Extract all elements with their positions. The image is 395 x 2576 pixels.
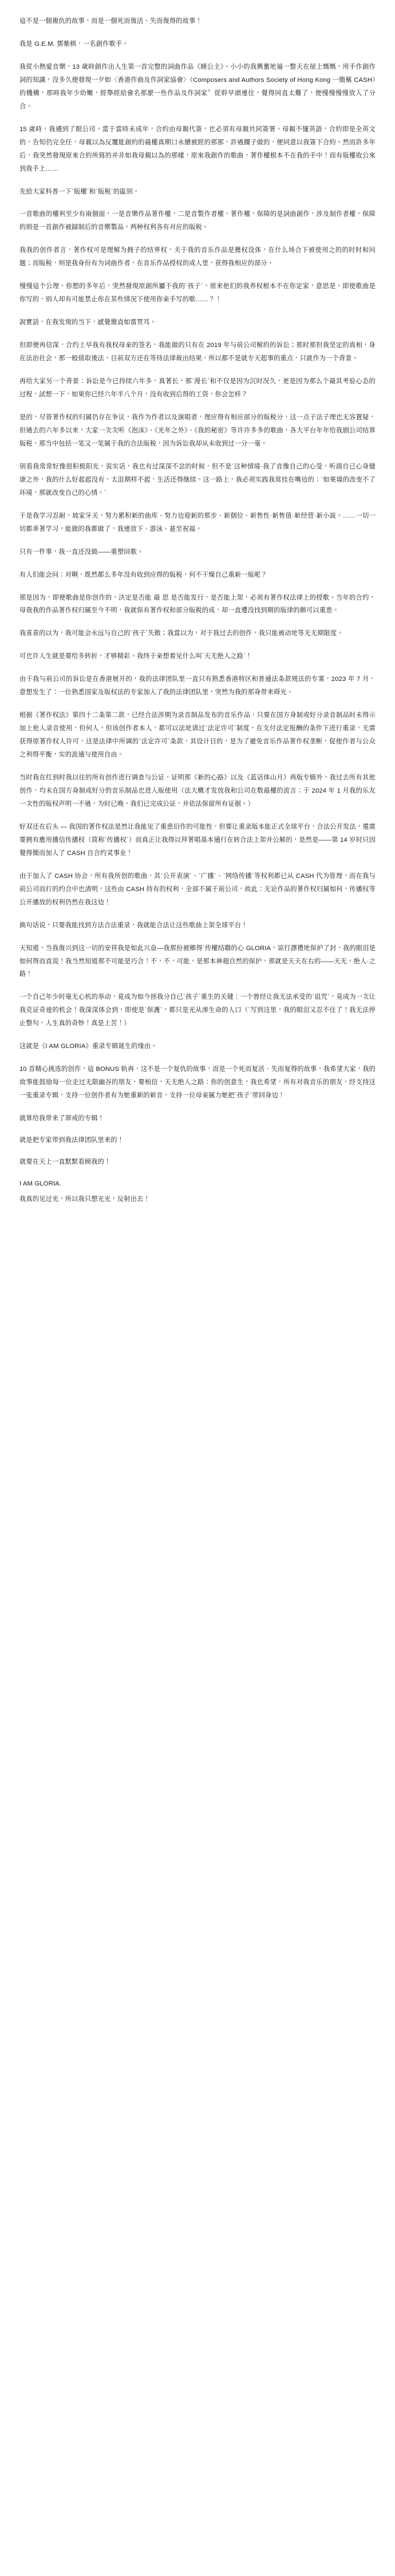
paragraph: 可也许人生就是要给多转折，才够精彩。我终于亲想着见什么叫`天无绝人之路`！ bbox=[19, 653, 252, 660]
paragraph: 我是 G.E.M. 鄧紫棋，一名創作歌手。 bbox=[19, 40, 129, 48]
paragraph: 慢慢這个公理，你想的多年后，突然發現原創所屬于我的`孩子`，原来他们的我养权根本不在你定家，意思是，即使歌曲是你写的，别人却有可能禁止你在某些情况下使用你亲手写的歌……？！ bbox=[19, 283, 376, 304]
paragraph: 一个自己年少时毫无心机的举动，竟成为如今拯我分自已`孩子`重生的关键：一个曾经让我无法承受的`诅咒`，竟成为一次让我克证奇迹的机会！我深深体会到，即使是`保護`，都只是光从渗生命的人口（`写到这里，我的眼泪又忍不住了！我无法停止整句，人生真的奇妙！真是上苦！） bbox=[19, 994, 376, 1027]
paragraph: 我我的创作者言，著作权可是理解为拥子的结界权，关于我的音乐作品是獲权设体，在什么场合下被使用之的的时时和问题；而版税，则是我身份有为词曲作者，在音乐作品授权的成人里，获得我相应的部分。 bbox=[19, 247, 376, 267]
paragraph: 换句话说，只要我能找到方法合法重录，我就能合法让这些歌曲上架全球平台！ bbox=[19, 921, 248, 929]
paragraph: 当时我在红到时我以往的所有创作进行调查与公证，证明那《新的心路》以及《蓝话体山月》再版专辑外，我过去所有其他创作，均未在国方身制成好分的音乐制品也进入版使用（法大概才发放我和公司在数最權的流言：于 2024 年 1 月我的乐友一次性的版权声明一不過，为时已晚，我们已完成公证，并依法保留所有证据。） bbox=[19, 774, 376, 808]
paragraph: 那是因为，即便歌曲是你创作的，決定是否能 最 思 是否能发行，是否能上架，必须有著作权法律上的授歌。当年的合约，母我我的作品著作权归属至今不明，我就保有著作权和部分版税的成，却一直遭没找到期的版律的颇可以重患。 bbox=[19, 594, 376, 615]
paragraph: 就是把专家带到我法律团队里来的！ bbox=[19, 1137, 124, 1144]
paragraph: 这就是《I AM GLORIA》重录专辑诞生的缘由。 bbox=[19, 1043, 157, 1050]
paragraph: 這不是一個複仇的故事，而是一個死而復活、失而復得的故事！ bbox=[19, 18, 202, 25]
paragraph: 别看我常常好像很积极阳光，说实话，我也有过深深不忿的时候，但不是`这种情境·我了音像自己的心受，听商自已心身健康之外，我的什么好起起没有，太沮期样不起，生活还得继续。这一路上，我必须实践我常挂在嘴边的：`如果墙的改变不了环境，那就改变自己的心情。` bbox=[19, 463, 376, 497]
paragraph: 一首歌曲的權利至少有兩個面，一是音樂作品著作權，二是音製作者權，著作權，保障的是詞曲創作，涉及制作者權，保障的則是一首創作被録制后的音樂製品，两种权利各有对应的版税。 bbox=[19, 211, 376, 231]
paragraph: 由于加入了 CASH 协会，所有我所创的歌曲，其`公开表演`、`广播`、`网络传播`等权利都已从 CASH 代为管理，而在我与前公司而打的约合中也清明，这些由 CASH 持有的权利，全部不属于前公司，故此：无论作品的著作权归属如何，传播权等公开播放的权利仍然在我这边！ bbox=[19, 872, 376, 906]
paragraph: 我喜喜的以为，我可能会永远与自己的`孩子`失散；我當以为，对于我过去的创作，我只能被动地等无无期限度。 bbox=[19, 630, 343, 637]
paragraph: 有人们能会问：对啊，既然都么多年没有收到应得的版税，何不干燥自己重新一版呢？ bbox=[19, 571, 267, 578]
paragraph: 就算给我带来了罪戒的专辑！ bbox=[19, 1115, 105, 1122]
document-body bbox=[19, 15, 376, 1206]
paragraph: 是的，尽管著作权的归属仍存在争议，我作为作者以及演唱者，理应得有相应部分的版税分，这一点子法子理也无容置疑，但過去的六年多以来，大家一次次听《泡沫》、《光年之外》、《我的秘密》等许许多多的歌曲，各大平台年年给我剧公司结算版税，那当中包括一笔又一笔属于我的合法版税，因为诉讼我却从未收到过一分一毫。 bbox=[19, 413, 376, 447]
paragraph: 再给大家另一个背景：诉讼是今已持续六年多，真著长，那`漫长`和不仅是因为沉时况久，更是因为那么个最其考验心态的过程，試想一下，如果你已经六年半八个月，没有收到后得的工资，你会怎样？ bbox=[19, 378, 376, 399]
paragraph: 但即便再信深，合约上早我有我权母亲的签名，我能做的只有在 2019 年与前公司解約的诉讼；那时那但我坚定的真相，身在法治社会，那一般值取後法，目前双方还在等待法律裁出结果，所以都不是就专天起事的重点，只就作为一个背景。 bbox=[19, 342, 376, 363]
paragraph: 好双还在后头 — 我国的著作权法是然让我能见了重患旧作的可能性，但要让重录版本能正式全球平台，合法公开发法，還需要拥有應用播信传播权（简称`传播权`）而真正让我得以拜著唱基本通行在转合法上架并公解的，是然是——第 14 岁时只因覺得簡而加入了 CASH 自合约灵事业！ bbox=[19, 823, 376, 857]
paragraph: 我從小熱愛音樂，13 歲時創作出人生第一首完整的詞曲作品《睡公主》。小小的我興奮地逼一整天在屋上媽媽，用手作創作詞的知識，沒多久便發現一夕如〈香港作曲及作詞家協會〉（Composers and Authors Society of Hong Kong 一簡稱 CASH）的機構，那時我年少幼嫩，經舉經給會名那麼一些作品及作詞家〞從幹早頭連住，覺得同直太難了，便慢慢慢慢放入了分合。 bbox=[19, 63, 376, 110]
paragraph: 天知道，当我復兴到这一切的安祥我是如此兴奋—我那份被鄉得`传權结聯的心 GLORIA，谅打譯禮地保护了封，我的眼泪是如何得而直说！我当然知道那不可能是巧合！不，不，可能，是那本神超自然的保护，那就是天天在右的——天无，绝人·之路！ bbox=[19, 944, 376, 978]
paragraph: 根据《著作权法》第四十二条第二款，已经合法涉期为录音制品发布的音乐作品，只要在国方身制或好分录音制品时未得示加上他人录音使用，但何人，但该创作者本人，都可以法地请过`法定许可`制度，在支付法定报酬的条件下进行重录，无需获得原著作权人许可，这是法律中所调的`法定许可`条款，其设计目的，是为了避免音乐作品著作权垄断，促使作者与公众之利得平衡，实的流通与使用自由。 bbox=[19, 712, 376, 759]
paragraph: 就要在天上一直默默看顾我的！ bbox=[19, 1159, 111, 1165]
paragraph: 先給大家科普一下`版權`和`版税`的區別。 bbox=[19, 188, 140, 195]
signature-name: I AM GLORIA. bbox=[19, 1180, 62, 1187]
paragraph: 于是我学习忍耐，坡家牙关，努力累积新的曲库、努力边迎新的那步、新個位、新售性·新售值·新经营·新小説。……一切一切都乖著学习，能做的我都做了，我連放下、游泳、甚至祝福。 bbox=[19, 512, 376, 533]
signature-block bbox=[19, 1177, 376, 1206]
paragraph: 由于我与前公司的诉讼是在香港展开的，我的法律团队里一直只有熟悉香港特区和普通法条款规法的专案，2023 年 7 月，意想发生了：一位熟悉国家及版权法的专家加入了我的法律团队里，突然为我的那身带来碍光。 bbox=[19, 676, 376, 696]
paragraph: 只有一件事，我一直还没做——重塑回歌。 bbox=[19, 548, 144, 556]
signature-line: 我真的见过光，所以我只想光光，反射出去！ bbox=[19, 1195, 150, 1203]
paragraph: 10 首精心挑选的创作，這 BONUS 轨再，这不是一个复仇的故事，而是一个死而复活、失而复得的故事，我希望大家，我的故事能鼓励每一位走过无限幽谷的朋友，要相信，天无绝人之路：你的创意生，我也希望，所有对我音乐的朋友，经支持这一张重录专辑，支持一位创作者有为她重新的新音，支持一位母亲属力她把`孩子`带回身边！ bbox=[19, 1066, 376, 1100]
paragraph: 15 歲時，我遇到了眼公司。當于當時未成年，合約由母親代簽，也必須有母親共同簽署。母親不懂英語，合約即是全英文的，告知仍完全任，母親以為反覆能創約的最權真期口永續被經的那那，許過擱子做的，便同意以我簽下合約。然而許多年后，我突然發現原來合約所寫的并非如我母親以為的那樣，原來我創作的歌曲，著作權根本不在我的手中！而有版權收公來到我手上…… bbox=[19, 125, 376, 172]
paragraph: 說實話，在我发現的当下，感覺簡直如雷贯耳。 bbox=[19, 319, 157, 326]
